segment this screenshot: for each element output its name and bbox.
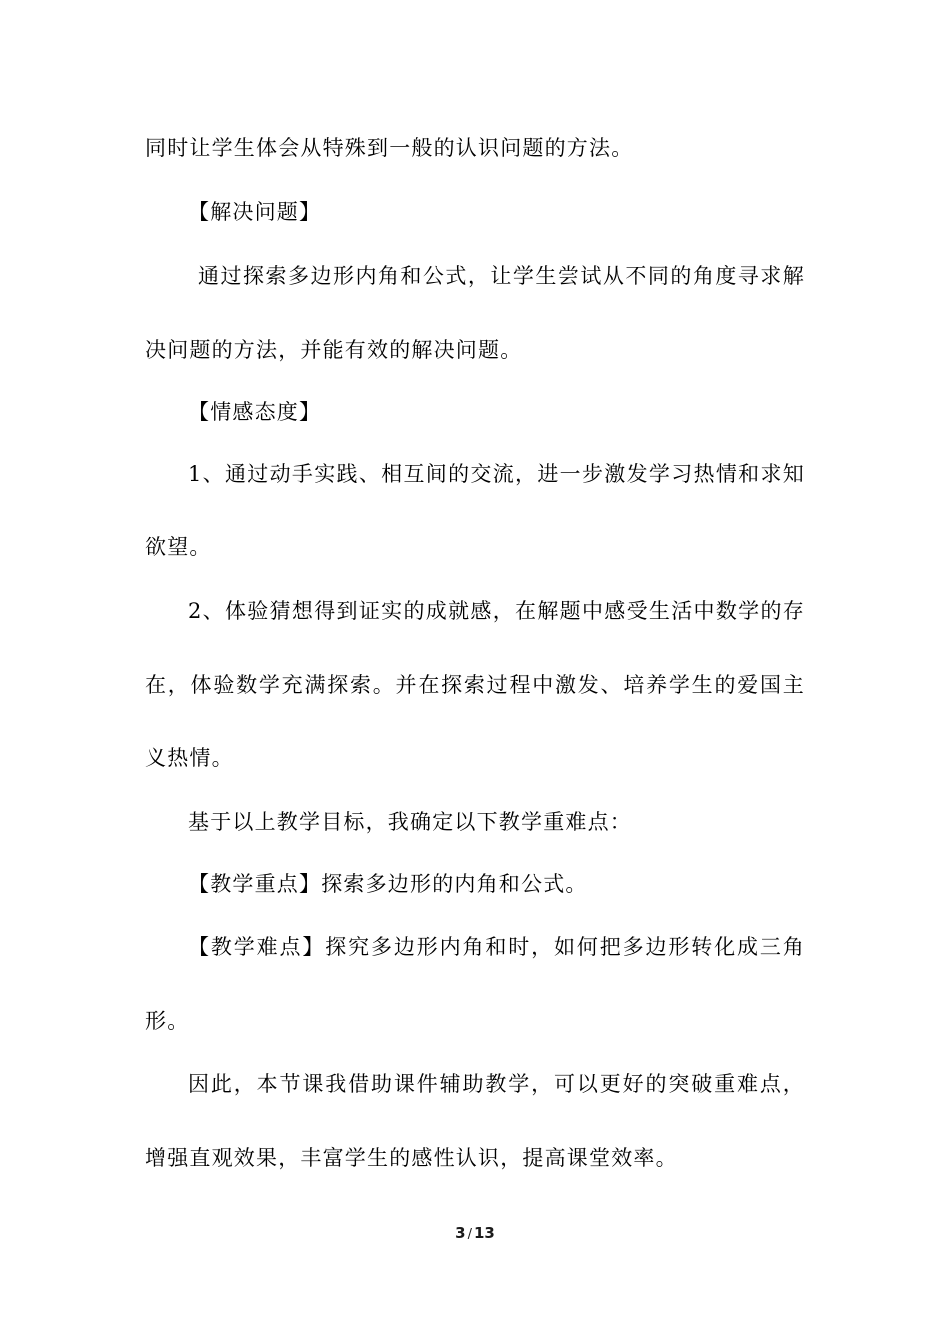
body-line: 基于以上教学目标，我确定以下教学重难点：	[188, 810, 632, 834]
body-line: 因此，本节课我借助课件辅助教学，可以更好的突破重难点，	[188, 1072, 805, 1096]
section-heading-problem-solving: 【解决问题】	[188, 200, 322, 224]
section-heading-emotional-attitude: 【情感态度】	[188, 400, 322, 424]
body-line: 决问题的方法，并能有效的解决问题。	[145, 338, 523, 362]
body-line: 欲望。	[145, 535, 212, 559]
page-number	[0, 1224, 950, 1242]
total-pages: 13	[473, 1224, 495, 1242]
body-line: 形。	[145, 1009, 190, 1033]
body-line: 义热情。	[145, 746, 234, 770]
body-line: 通过探索多边形内角和公式，让学生尝试从不同的角度寻求解	[198, 264, 805, 288]
body-line: 在，体验数学充满探索。并在探索过程中激发、培养学生的爱国主	[145, 673, 805, 697]
key-point-line: 【教学重点】探索多边形的内角和公式。	[188, 872, 588, 896]
difficult-point-line: 【教学难点】探究多边形内角和时，如何把多边形转化成三角	[188, 935, 805, 959]
body-line: 同时让学生体会从特殊到一般的认识问题的方法。	[145, 136, 634, 160]
body-line: 增强直观效果，丰富学生的感性认识，提高课堂效率。	[145, 1146, 678, 1170]
body-line: 2、体验猜想得到证实的成就感，在解题中感受生活中数学的存	[188, 599, 805, 623]
current-page: 3	[455, 1224, 466, 1242]
page-separator: /	[467, 1227, 472, 1242]
body-line: 1、通过动手实践、相互间的交流，进一步激发学习热情和求知	[188, 462, 805, 486]
